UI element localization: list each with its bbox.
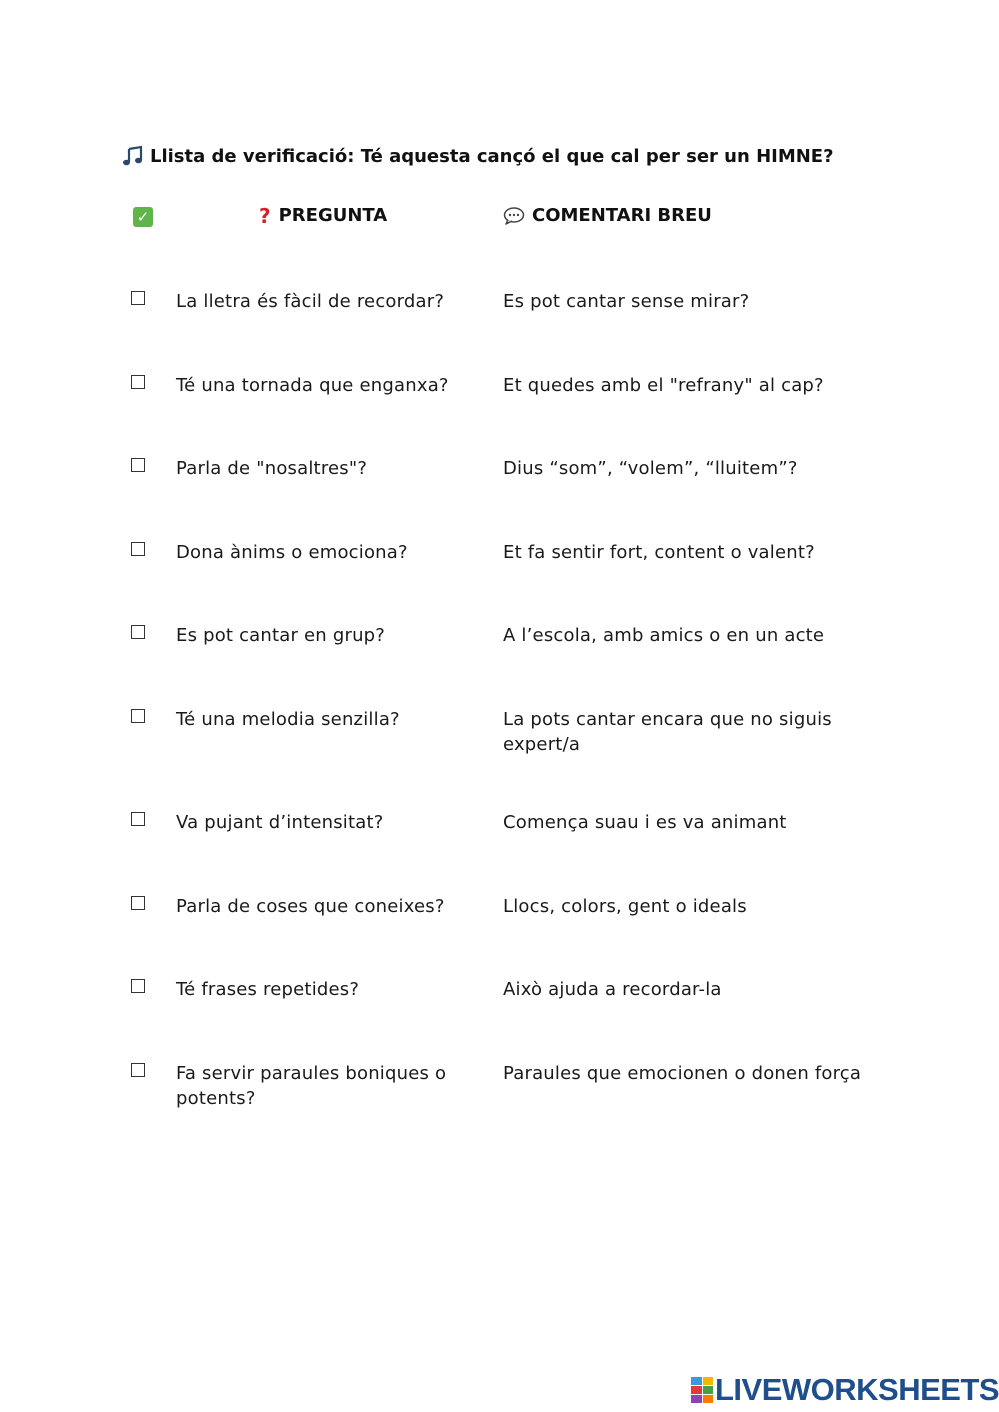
checkbox[interactable]	[131, 375, 145, 389]
question-text: Fa servir paraules boniques o potents?	[176, 1063, 447, 1109]
comment-text: La pots cantar encara que no siguis expert/a	[503, 709, 832, 755]
checkbox[interactable]	[131, 625, 145, 639]
speech-bubble-icon	[503, 207, 525, 225]
comment-text: Dius “som”, “volem”, “lluitem”?	[503, 458, 798, 479]
check-column-header	[133, 206, 155, 228]
comment-text: Es pot cantar sense mirar?	[503, 291, 750, 312]
liveworksheets-logo	[691, 1372, 999, 1408]
comment-text: Comença suau i es va animant	[503, 812, 787, 833]
checkbox[interactable]	[131, 458, 145, 472]
question-text: Dona ànims o emociona?	[176, 542, 408, 563]
question-header-label: PREGUNTA	[278, 205, 388, 226]
checkbox[interactable]	[131, 896, 145, 910]
question-text: Es pot cantar en grup?	[176, 625, 386, 646]
checkbox[interactable]	[131, 542, 145, 556]
comment-text: Et quedes amb el "refrany" al cap?	[503, 375, 824, 396]
music-note-icon	[122, 145, 144, 167]
checkbox[interactable]	[131, 709, 145, 723]
question-mark-icon: ?	[259, 203, 271, 228]
check-mark-icon: ✓	[133, 207, 153, 227]
comment-column-header	[503, 205, 712, 226]
question-text: La lletra és fàcil de recordar?	[176, 291, 445, 312]
question-text: Parla de "nosaltres"?	[176, 458, 368, 479]
checkbox[interactable]	[131, 1063, 145, 1077]
comment-text: Llocs, colors, gent o ideals	[503, 896, 747, 917]
question-text: Té frases repetides?	[176, 979, 360, 1000]
question-text: Té una tornada que enganxa?	[176, 375, 449, 396]
checkbox[interactable]	[131, 291, 145, 305]
logo-blocks-icon	[691, 1377, 713, 1403]
page-title	[122, 145, 834, 167]
comment-header-label: COMENTARI BREU	[532, 205, 712, 226]
comment-text: A l’escola, amb amics o en un acte	[503, 625, 825, 646]
comment-text: Paraules que emocionen o donen força	[503, 1063, 862, 1084]
question-text: Té una melodia senzilla?	[176, 709, 400, 730]
comment-text: Això ajuda a recordar-la	[503, 979, 722, 1000]
checkbox[interactable]	[131, 812, 145, 826]
comment-text: Et fa sentir fort, content o valent?	[503, 542, 815, 563]
question-text: Va pujant d’intensitat?	[176, 812, 384, 833]
checkbox[interactable]	[131, 979, 145, 993]
logo-text: LIVEWORKSHEETS	[715, 1372, 999, 1407]
title-text: Llista de verificació: Té aquesta cançó el que cal per ser un HIMNE?	[150, 145, 834, 167]
question-text: Parla de coses que coneixes?	[176, 896, 445, 917]
question-column-header	[259, 205, 387, 226]
